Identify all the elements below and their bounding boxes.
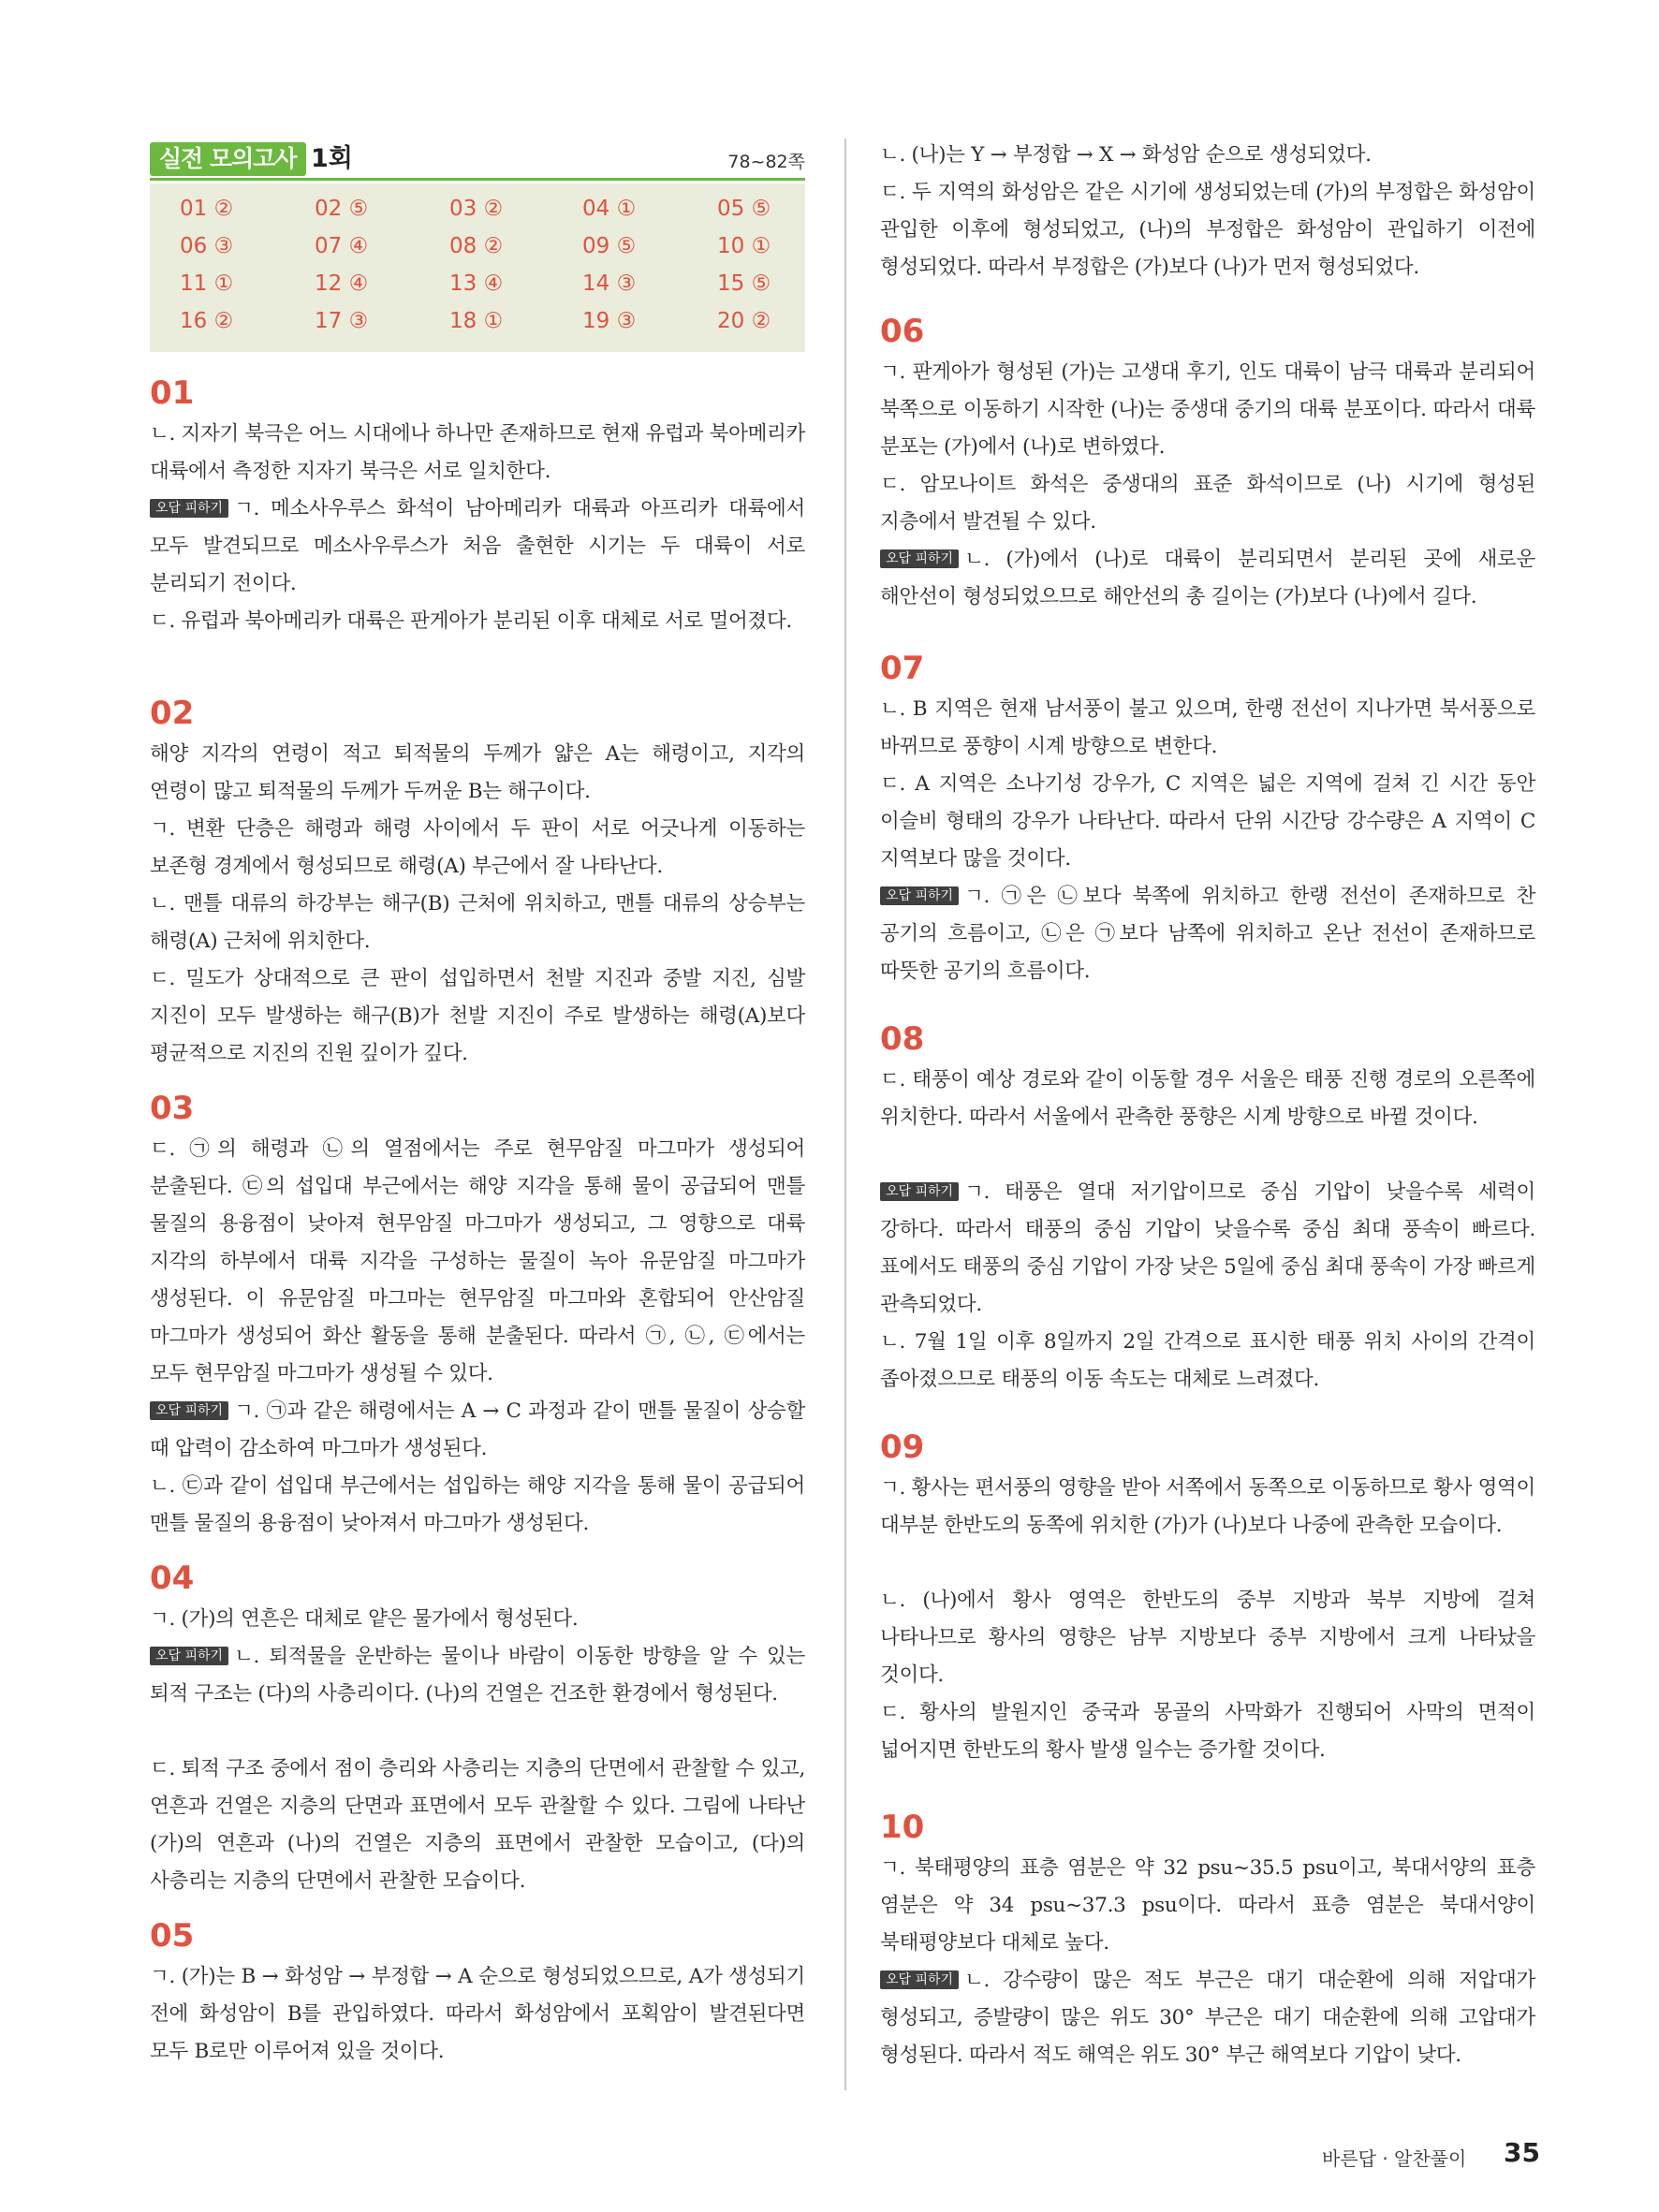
answer-item: 03 ② xyxy=(449,197,504,221)
explanation-text: ㄷ. 퇴적 구조 중에서 점이 층리와 사층리는 지층의 단면에서 관찰할 수 있고, 연흔과 건열은 지층의 단면과 표면에서 모두 관찰할 수 있다. 그림에 나타난 (가)의 연흔과 (나)의 건열은 지층의 표면에서 관찰한 모습이고, (다)의 사층리는 지층의 단면에서 관찰한 모습이다. xyxy=(150,1757,805,1893)
explanation-text: ㄷ. 밀도가 상대적으로 큰 판이 섭입하면서 천발 지진과 중발 지진, 심발 지진이 모두 발생하는 해구(B)가 천발 지진이 주로 발생하는 해령(A)보다 평균적으로 지진의 진원 깊이가 깊다. xyxy=(150,967,805,1065)
answer-item: 14 ③ xyxy=(582,271,637,296)
wrong-answer-text: ㄱ. 태풍은 열대 저기압이므로 중심 기압이 낮을수록 세력이 강하다. 따라서 태풍의 중심 기압이 낮을수록 중심 최대 풍속이 빠르다. 표에서도 태풍의 중심 기압이 가장 낮은 5일에 중심 최대 풍속이 가장 빠르게 관측되었다. xyxy=(880,1180,1535,1316)
question-number: 04 xyxy=(150,1560,195,1597)
page-number: 35 xyxy=(1504,2137,1540,2168)
explanation-text: ㄱ. 변환 단층은 해령과 해령 사이에서 두 판이 서로 어긋나게 이동하는 보존형 경계에서 형성되므로 해령(A) 부근에서 잘 나타난다. xyxy=(150,817,805,878)
answer-key-box xyxy=(150,183,805,352)
answer-item: 06 ③ xyxy=(180,234,234,258)
explanation-text: ㄴ. (나)에서 황사 영역은 한반도의 중부 지방과 북부 지방에 걸쳐 나타나므로 황사의 영향은 남부 지방보다 중부 지방에서 크게 나타났을 것이다. xyxy=(880,1589,1535,1687)
answer-item: 08 ② xyxy=(449,234,504,258)
wrong-answer-tag: 오답 피하기 xyxy=(150,1401,228,1420)
explanation-text: ㄴ. B 지역은 현재 남서풍이 불고 있으며, 한랭 전선이 지나가면 북서풍으로 바뀌므로 풍향이 시계 방향으로 변한다. xyxy=(880,697,1535,758)
wrong-answer-note xyxy=(880,541,1535,616)
wrong-answer-text: ㄱ. 메소사우루스 화석이 남아메리카 대륙과 아프리카 대륙에서 모두 발견되므로 메소사우루스가 처음 출현한 시기는 두 대륙이 서로 분리되기 전이다. xyxy=(150,497,805,595)
answer-item: 13 ④ xyxy=(449,271,504,296)
answer-item: 12 ④ xyxy=(315,271,369,296)
wrong-answer-text: ㄴ. (가)에서 (나)로 대륙이 분리되면서 분리된 곳에 새로운 해안선이 형성되었으므로 해안선의 총 길이는 (가)보다 (나)에서 길다. xyxy=(880,548,1535,608)
column-divider xyxy=(844,139,846,2090)
wrong-answer-text: ㄱ. ㉠은 ㉡보다 북쪽에 위치하고 한랭 전선이 존재하므로 찬 공기의 흐름이고, ㉡은 ㉠보다 남쪽에 위치하고 온난 전선이 존재하므로 따뜻한 공기의 흐름이다. xyxy=(880,885,1535,983)
explanation-text: ㄴ. 맨틀 대류의 하강부는 해구(B) 근처에 위치하고, 맨틀 대류의 상승부는 해령(A) 근처에 위치한다. xyxy=(150,892,805,953)
answer-item: 04 ① xyxy=(582,197,637,221)
explanation-text: ㄱ. 황사는 편서풍의 영향을 받아 서쪽에서 동쪽으로 이동하므로 황사 영역이 대부분 한반도의 동쪽에 위치한 (가)가 (나)보다 나중에 관측한 모습이다. xyxy=(880,1476,1535,1537)
explanation-text: ㄷ. 두 지역의 화성암은 같은 시기에 생성되었는데 (가)의 부정합은 화성암이 관입한 이후에 형성되었고, (나)의 부정합은 화성암이 관입하기 이전에 형성되었다. 따라서 부정합은 (가)보다 (나)가 먼저 형성되었다. xyxy=(880,181,1535,279)
question-number: 09 xyxy=(880,1428,925,1466)
wrong-answer-tag: 오답 피하기 xyxy=(150,499,228,518)
explanation-text: ㄷ. 유럽과 북아메리카 대륙은 판게아가 분리된 이후 대체로 서로 멀어졌다. xyxy=(150,609,792,633)
answer-item: 09 ⑤ xyxy=(582,234,637,258)
question-number: 05 xyxy=(150,1917,195,1955)
answer-item: 07 ④ xyxy=(315,234,369,258)
page-range: 78~82쪽 xyxy=(727,152,805,172)
explanation-text: ㄷ. ㉠의 해령과 ㉡의 열점에서는 주로 현무암질 마그마가 생성되어 분출된다. ㉢의 섭입대 부근에서는 해양 지각을 통해 물이 공급되어 맨틀 물질의 용융점이 낮아져 현무암질 마그마가 생성되고, 그 영향으로 대륙 지각의 하부에서 대륙 지각을 구성하는 물질이 녹아 유문암질 마그마가 생성된다. 이 유문암질 마그마는 현무암질 마그마와 혼합되어 안산암질 마그마가 생성되어 화산 활동을 통해 분출된다. 따라서 ㉠, ㉡, ㉢에서는 모두 현무암질 마그마가 생성될 수 있다. xyxy=(150,1137,805,1385)
explanation-text: ㄷ. 황사의 발원지인 중국과 몽골의 사막화가 진행되어 사막의 면적이 넓어지면 한반도의 황사 발생 일수는 증가할 것이다. xyxy=(880,1701,1535,1762)
wrong-answer-note xyxy=(150,1638,805,1713)
wrong-answer-note xyxy=(880,1962,1535,2074)
answer-item: 01 ② xyxy=(180,197,234,221)
wrong-answer-text: ㄴ. 퇴적물을 운반하는 물이나 바람이 이동한 방향을 알 수 있는 퇴적 구조는 (다)의 사층리이다. (나)의 건열은 건조한 환경에서 형성된다. xyxy=(150,1645,805,1706)
explanation-text: ㄴ. (나)는 Y → 부정합 → X → 화성암 순으로 생성되었다. xyxy=(880,143,1372,167)
question-number: 10 xyxy=(880,1809,925,1846)
section-header xyxy=(150,140,805,182)
question-number: 02 xyxy=(150,695,195,732)
wrong-answer-tag: 오답 피하기 xyxy=(880,1182,959,1201)
wrong-answer-note xyxy=(880,1174,1535,1324)
explanation-text: ㄷ. 암모나이트 화석은 중생대의 표준 화석이므로 (나) 시기에 형성된 지층에서 발견될 수 있다. xyxy=(880,473,1535,534)
answer-item: 19 ③ xyxy=(582,309,637,333)
explanation-text: ㄱ. (가)의 연흔은 대체로 얕은 물가에서 형성된다. xyxy=(150,1607,579,1631)
answer-item: 18 ① xyxy=(449,309,504,333)
explanation-text: ㄷ. A 지역은 소나기성 강우가, C 지역은 넓은 지역에 걸쳐 긴 시간 동안 이슬비 형태의 강우가 나타난다. 따라서 단위 시간당 강수량은 A 지역이 C 지역보다 많을 것이다. xyxy=(880,772,1535,871)
wrong-answer-note xyxy=(880,878,1535,990)
wrong-answer-note xyxy=(150,1393,805,1468)
section-badge: 실전 모의고사 xyxy=(150,142,306,176)
explanation-text: ㄴ. 지자기 북극은 어느 시대에나 하나만 존재하므로 현재 유럽과 북아메리카 대륙에서 측정한 지자기 북극은 서로 일치한다. xyxy=(150,422,805,483)
question-number: 03 xyxy=(150,1090,195,1127)
wrong-answer-tag: 오답 피하기 xyxy=(880,1970,959,1989)
explanation-text: 해양 지각의 연령이 적고 퇴적물의 두께가 얇은 A는 해령이고, 지각의 연령이 많고 퇴적물의 두께가 두꺼운 B는 해구이다. xyxy=(150,742,805,803)
answer-item: 20 ② xyxy=(717,309,771,333)
round-label: 1회 xyxy=(311,144,353,173)
wrong-answer-text: ㄴ. 강수량이 많은 적도 부근은 대기 대순환에 의해 저압대가 형성되고, 증발량이 많은 위도 30° 부근은 대기 대순환에 의해 고압대가 형성된다. 따라서 적도 해역은 위도 30° 부근 해역보다 기압이 낮다. xyxy=(880,1969,1535,2067)
explanation-text: ㄱ. 판게아가 형성된 (가)는 고생대 후기, 인도 대륙이 남극 대륙과 분리되어 북쪽으로 이동하기 시작한 (나)는 중생대 중기의 대륙 분포이다. 따라서 대륙 분포는 (가)에서 (나)로 변하였다. xyxy=(880,360,1535,459)
answer-item: 16 ② xyxy=(180,309,234,333)
answer-item: 17 ③ xyxy=(315,309,369,333)
footer-label: 바른답 · 알찬풀이 xyxy=(1322,2147,1467,2170)
explanation-text: ㄴ. 7월 1일 이후 8일까지 2일 간격으로 표시한 태풍 위치 사이의 간격이 좁아졌으므로 태풍의 이동 속도는 대체로 느려졌다. xyxy=(880,1330,1535,1391)
answer-item: 15 ⑤ xyxy=(717,271,771,296)
header-rule xyxy=(150,178,805,181)
explanation-text: ㄴ. ㉢과 같이 섭입대 부근에서는 섭입하는 해양 지각을 통해 물이 공급되어 맨틀 물질의 용융점이 낮아져서 마그마가 생성된다. xyxy=(150,1474,805,1535)
wrong-answer-tag: 오답 피하기 xyxy=(880,549,959,568)
wrong-answer-note xyxy=(150,491,805,603)
question-number: 07 xyxy=(880,650,925,687)
question-number: 08 xyxy=(880,1020,925,1058)
question-number: 06 xyxy=(880,313,925,350)
wrong-answer-tag: 오답 피하기 xyxy=(880,886,959,905)
wrong-answer-tag: 오답 피하기 xyxy=(150,1647,228,1665)
question-number: 01 xyxy=(150,374,195,412)
answer-item: 02 ⑤ xyxy=(315,197,369,221)
explanation-text: ㄷ. 태풍이 예상 경로와 같이 이동할 경우 서울은 태풍 진행 경로의 오른쪽에 위치한다. 따라서 서울에서 관측한 풍향은 시계 방향으로 바뀔 것이다. xyxy=(880,1068,1535,1129)
wrong-answer-text: ㄱ. ㉠과 같은 해령에서는 A → C 과정과 같이 맨틀 물질이 상승할 때 압력이 감소하여 마그마가 생성된다. xyxy=(150,1399,805,1460)
answer-item: 11 ① xyxy=(180,271,234,296)
explanation-text: ㄱ. (가)는 B → 화성암 → 부정합 → A 순으로 형성되었으므로, A가 생성되기 전에 화성암이 B를 관입하였다. 따라서 화성암에서 포획암이 발견된다면 모두 B로만 이루어져 있을 것이다. xyxy=(150,1965,805,2063)
answer-item: 10 ① xyxy=(717,234,771,258)
explanation-text: ㄱ. 북태평양의 표층 염분은 약 32 psu~35.5 psu이고, 북대서양의 표층 염분은 약 34 psu~37.3 psu이다. 따라서 표층 염분은 북대서양이 북태평양보다 대체로 높다. xyxy=(880,1856,1535,1955)
answer-item: 05 ⑤ xyxy=(717,197,771,221)
